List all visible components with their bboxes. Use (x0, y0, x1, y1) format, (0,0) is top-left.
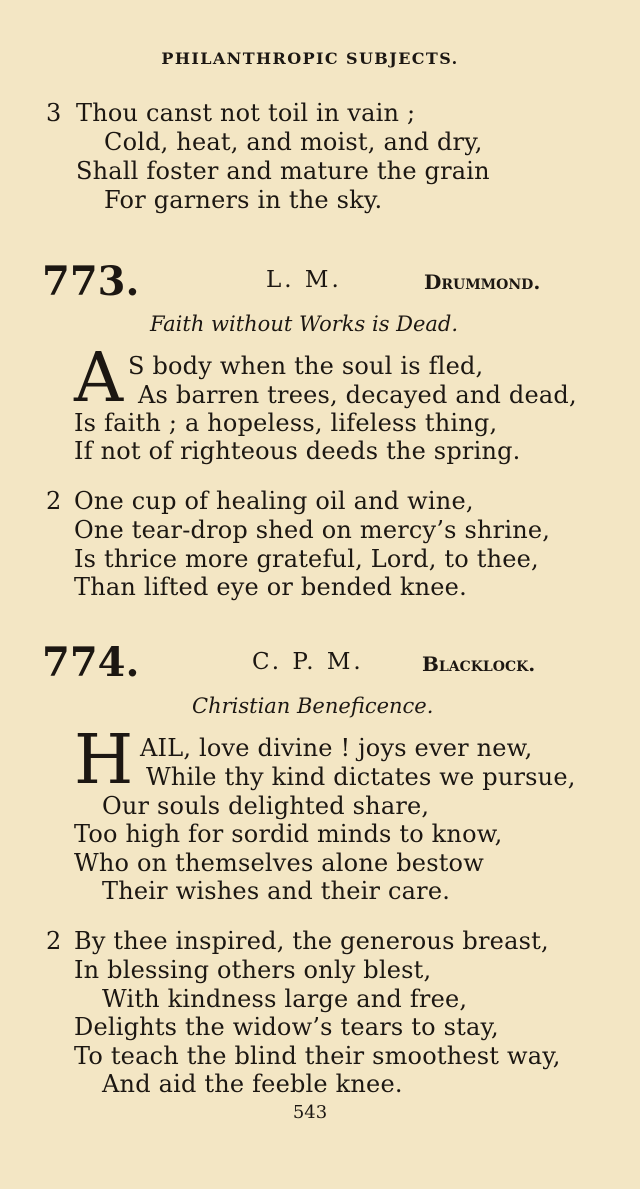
hymn-number: 773. (42, 258, 140, 305)
verse-number: 2 (46, 927, 62, 955)
verse-line: And aid the feeble knee. (102, 1070, 403, 1098)
verse-line: Delights the widow’s tears to stay, (74, 1013, 499, 1041)
verse-line: AIL, love divine ! joys ever new, (140, 734, 533, 762)
verse-number: 2 (46, 487, 62, 515)
hymn-meter: C. P. M. (252, 649, 364, 675)
verse-line: Our souls delighted share, (102, 792, 430, 820)
hymn-number: 774. (42, 639, 140, 686)
verse-line: By thee inspired, the generous breast, (74, 927, 549, 955)
verse-line: One cup of healing oil and wine, (74, 487, 474, 515)
verse-line: Who on themselves alone bestow (74, 849, 484, 877)
hymn-title: Christian Beneficence. (192, 694, 434, 718)
verse-line: In blessing others only blest, (74, 956, 432, 984)
hymn-tune: Blacklock. (422, 652, 536, 676)
hymn-title: Faith without Works is Dead. (150, 312, 459, 336)
verse-line: While thy kind dictates we pursue, (146, 763, 576, 791)
verse-line: Shall foster and mature the grain (76, 157, 490, 185)
drop-cap: A (74, 339, 124, 418)
verse-line: Thou canst not toil in vain ; (76, 99, 416, 127)
drop-cap: H (74, 721, 134, 800)
running-header: PHILANTHROPIC SUBJECTS. (161, 49, 459, 68)
verse-line: With kindness large and free, (102, 985, 468, 1013)
verse-line: To teach the blind their smoothest way, (74, 1042, 561, 1070)
verse-number: 3 (46, 99, 62, 127)
verse-line: For garners in the sky. (104, 186, 383, 214)
verse-line: Too high for sordid minds to know, (74, 820, 503, 848)
verse-line: Is faith ; a hopeless, lifeless thing, (74, 409, 498, 437)
page-number: 543 (292, 1102, 328, 1123)
verse-line: Cold, heat, and moist, and dry, (104, 128, 483, 156)
verse-line: One tear-drop shed on mercy’s shrine, (74, 516, 551, 544)
verse-line: Is thrice more grateful, Lord, to thee, (74, 545, 539, 573)
hymn-meter: L. M. (266, 267, 342, 293)
verse-line: If not of righteous deeds the spring. (74, 437, 521, 465)
hymn-tune: Drummond. (424, 270, 541, 294)
verse-line: Than lifted eye or bended knee. (74, 573, 467, 601)
verse-line: Their wishes and their care. (102, 877, 451, 905)
verse-line: S body when the soul is fled, (128, 352, 484, 380)
verse-line: As barren trees, decayed and dead, (138, 381, 577, 409)
